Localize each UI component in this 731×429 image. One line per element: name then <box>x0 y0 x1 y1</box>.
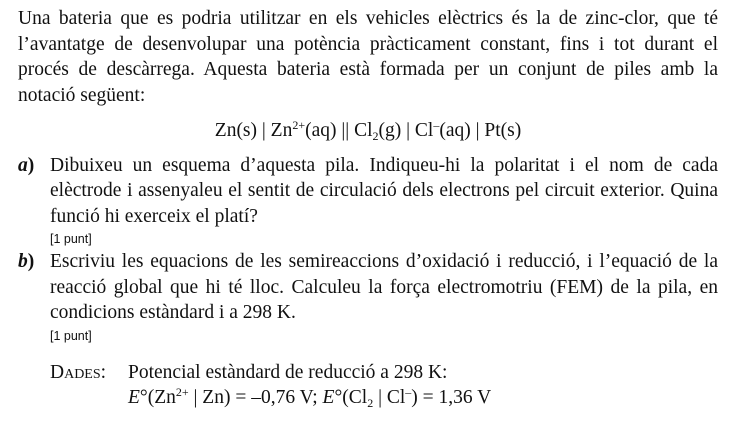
question-b-text: Escriviu les equacions de les semireaccions d’oxidació i reducció, i l’equació de la reacció global que hi té lloc. Calculeu la força electromotriu (FEM) de la pila, en condicions estàndard i a 298 K. <box>50 251 718 323</box>
question-b-score: [1 punt] <box>50 328 92 343</box>
formula-part: (g) | Cl <box>378 120 434 141</box>
question-a <box>18 153 718 230</box>
question-a-score: [1 punt] <box>50 232 92 246</box>
formula-sup: – <box>433 118 440 132</box>
formula-sup: 2+ <box>292 118 306 132</box>
formula-sub: 2 <box>372 129 379 143</box>
data-label: Dades: <box>50 361 107 383</box>
exam-problem <box>18 6 718 411</box>
cell-notation <box>18 118 718 144</box>
question-b-letter: b) <box>18 251 35 272</box>
formula-part: (aq) | Pt(s) <box>439 120 522 141</box>
formula-part: Zn(s) | Zn <box>214 120 293 141</box>
question-a-text: Dibuixeu un esquema d’aquesta pila. Indiqueu-hi la polaritat i el nom de cada elèctrode i assenyaleu el sentit de circulació dels electrons pel circuit exterior. Quina funció hi exerceix el platí? <box>50 154 718 227</box>
formula-part: (aq) || Cl <box>305 120 373 141</box>
data-section <box>18 360 718 411</box>
problem-intro: Una bateria que es podria utilitzar en els vehicles elèctrics és la de zinc-clor, que té l’avantatge de desenvolupar una potència pràcticament constant, fins i tot durant el procés de descàrrega. Aquesta bateria està formada per un conjunt de piles amb la notació següent: <box>18 8 718 106</box>
question-b <box>18 249 718 326</box>
question-a-letter: a) <box>18 154 35 176</box>
data-line-2: $E^\circ(Zn^{2+}$ | Zn) = –0,76 V; $E^\circ(Cl_2$ | Cl–) = 1,36 V <box>128 385 492 410</box>
data-line-1: Potencial estàndard de reducció a 298 K: <box>128 361 448 383</box>
